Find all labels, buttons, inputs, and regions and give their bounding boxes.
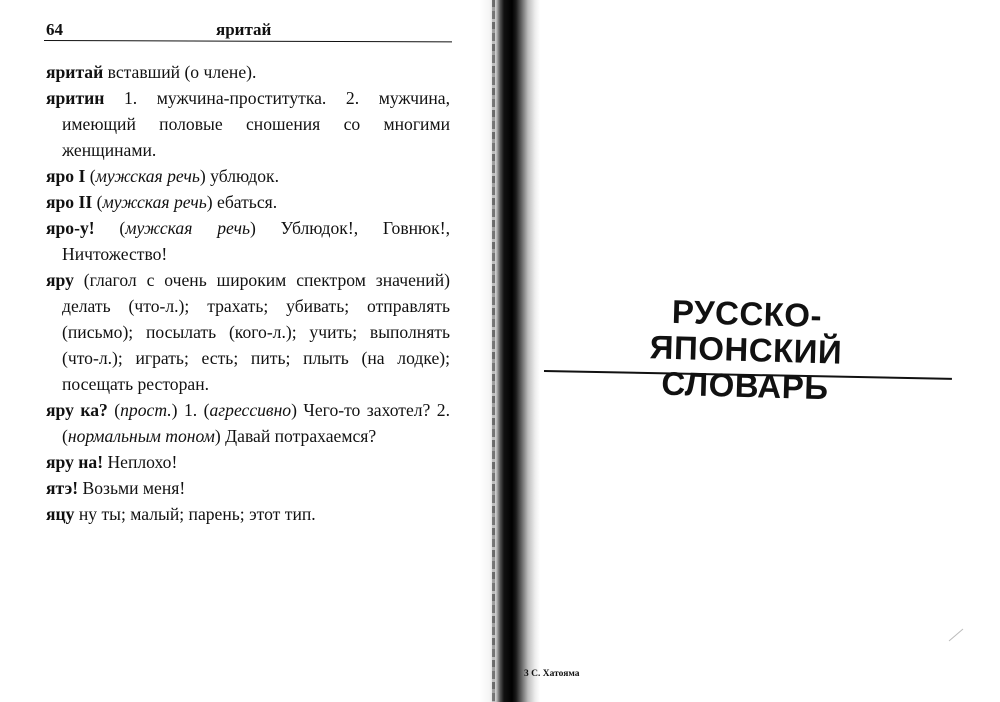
entry-text: (: [85, 166, 96, 186]
entry-text: (глагол с очень широким спектром значений) делать (что-л.); трахать; убивать; отправлять (письмо); посылать (кого-л.); учить; выполнять (что-л.); играть; есть; пить; плыть (на лодке); посещать ресторан.: [62, 270, 450, 394]
dictionary-entry: [46, 59, 450, 85]
entry-label: прост.: [120, 400, 172, 420]
entry-label: мужская речь: [125, 218, 250, 238]
entry-text: ну ты; малый; парень; этот тип.: [74, 504, 316, 524]
entry-text: (: [94, 218, 126, 238]
dictionary-entry: [46, 85, 450, 163]
entry-headword: яру ка?: [46, 400, 108, 420]
running-head: яритай: [216, 20, 272, 39]
entry-text: Возьми меня!: [78, 478, 186, 498]
dictionary-entry: [46, 267, 450, 397]
entry-text: ) 1. (: [171, 400, 210, 420]
entry-text: ) Чего-то захотел? 2. (: [62, 400, 450, 446]
entry-label: мужская речь: [102, 192, 207, 212]
entry-text: ) Ублюдок!, Говнюк!, Ничтожество!: [62, 218, 450, 264]
entry-headword: яро I: [46, 166, 86, 186]
entry-text: Неплохо!: [103, 452, 178, 472]
entry-headword: яру на!: [46, 452, 104, 472]
entry-text: ) ублюдок.: [199, 166, 279, 186]
entry-text: (: [92, 192, 103, 212]
entry-text: вставший (о члене).: [103, 62, 257, 82]
entry-label: мужская речь: [95, 166, 200, 186]
right-page: [500, 0, 1000, 702]
entry-headword: яро-у!: [46, 218, 95, 238]
dictionary-entries: [46, 59, 450, 527]
header-rule: [44, 40, 452, 42]
entry-text: ) Давай потрахаемся?: [214, 426, 377, 446]
gutter-streak: [492, 0, 495, 702]
entry-headword: яцу: [46, 504, 75, 524]
entry-headword: яру: [46, 270, 74, 290]
entry-label: агрессивно: [209, 400, 292, 420]
entry-text: (: [107, 400, 121, 420]
entry-headword: ятэ!: [46, 478, 79, 498]
dictionary-entry: [46, 189, 450, 215]
entry-headword: яритай: [46, 62, 104, 82]
dictionary-entry: [46, 449, 450, 475]
signature-mark: 3 С. Хатояма: [524, 669, 580, 679]
pencil-mark-icon: [948, 628, 964, 642]
dictionary-entry: [46, 215, 450, 267]
dictionary-entry: [46, 501, 450, 527]
section-title-line2: СЛОВАРЬ: [660, 364, 830, 407]
entry-text: ) ебаться.: [206, 192, 278, 212]
dictionary-entry: [46, 475, 450, 501]
entry-text: 1. мужчина-проститутка. 2. мужчина, имеющий половые сношения со многими женщинами.: [62, 88, 450, 160]
dictionary-entry: [46, 163, 450, 189]
dictionary-entry: [46, 397, 450, 449]
entry-headword: яритин: [46, 88, 105, 108]
entry-headword: яро II: [46, 192, 93, 212]
section-title-line1: РУССКО-ЯПОНСКИЙ: [649, 292, 843, 371]
page-number: 64: [46, 20, 63, 39]
entry-label: нормальным тоном: [67, 426, 215, 446]
section-title: [575, 291, 918, 408]
